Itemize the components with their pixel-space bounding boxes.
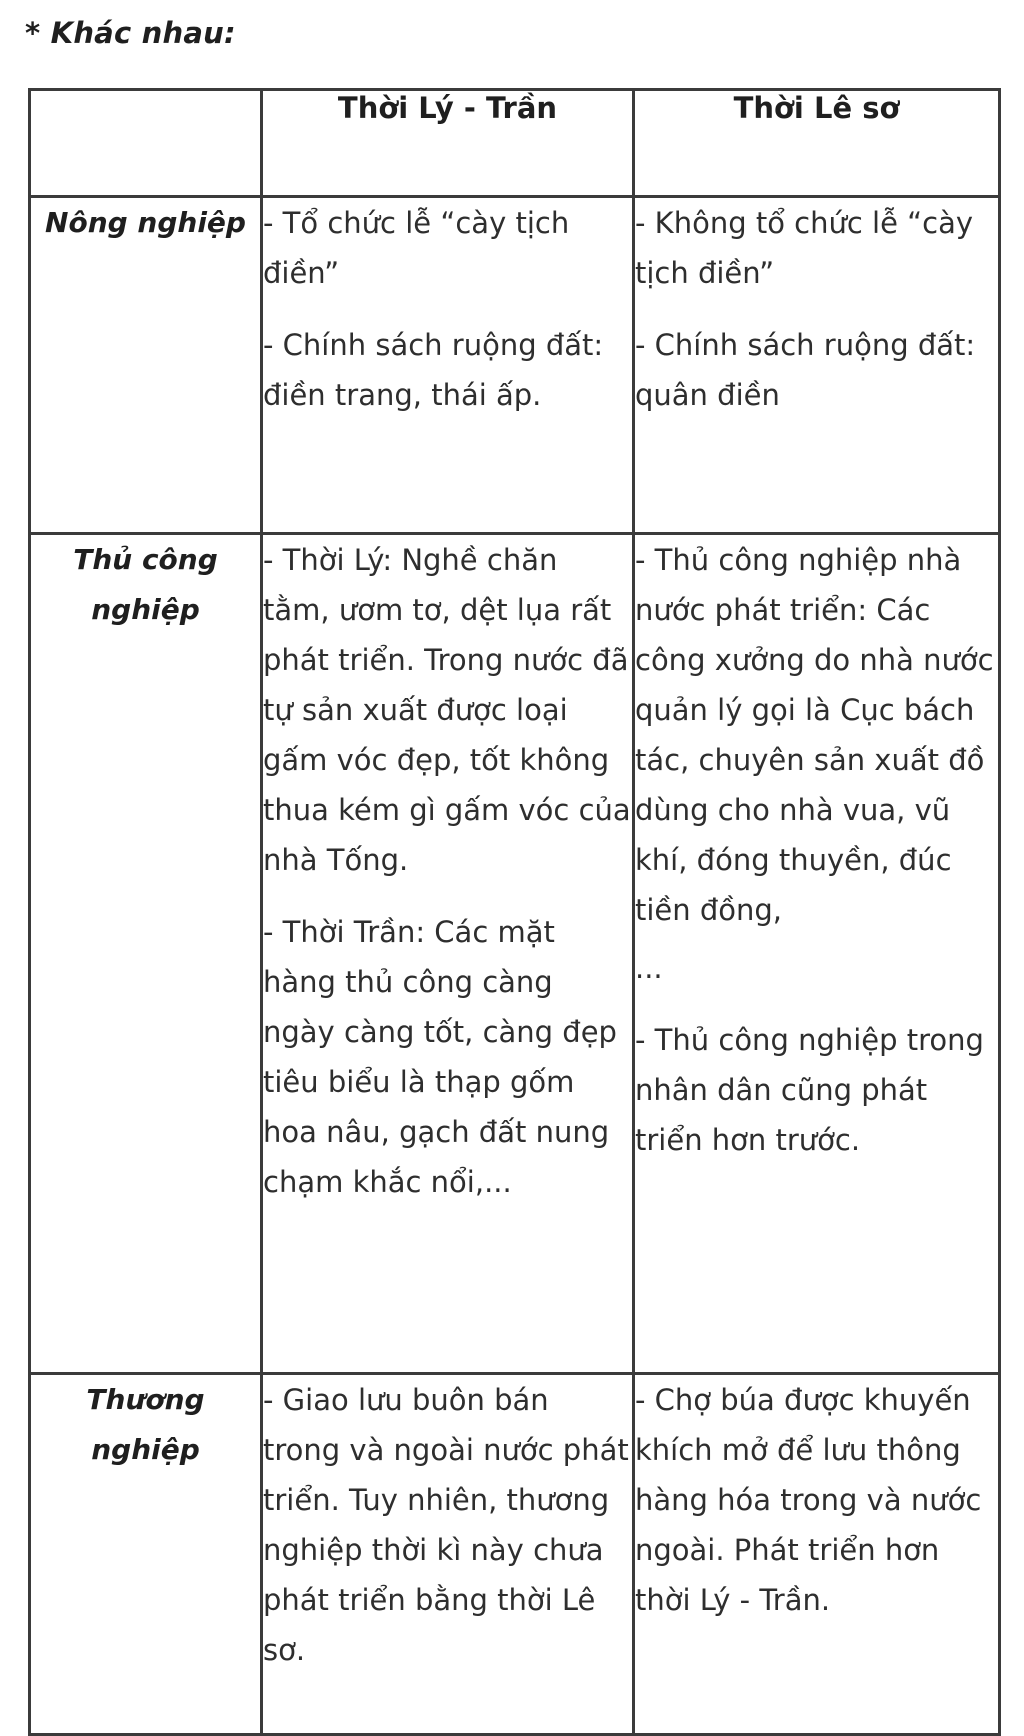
row-label-thuong-nghiep: Thương nghiệp: [30, 1374, 262, 1735]
cell-paragraph: - Chợ búa được khuyến khích mở để lưu thông hàng hóa trong và nước ngoài. Phát triển hơn thời Lý - Trần.: [635, 1383, 982, 1617]
cell-paragraph: - Thời Trần: Các mặt hàng thủ công càng ngày càng tốt, càng đẹp tiêu biểu là thạp gốm hoa nâu, gạch đất nung chạm khắc nổi,...: [263, 915, 617, 1199]
cell-paragraph: - Thời Lý: Nghề chăn tằm, ươm tơ, dệt lụa rất phát triển. Trong nước đã tự sản xuất được loại gấm vóc đẹp, tốt không thua kém gì gấm vóc của nhà Tống.: [263, 543, 631, 877]
cell-ly-tran: [262, 1374, 634, 1735]
header-le-so: Thời Lê sơ: [634, 90, 1000, 197]
cell-paragraph: - Giao lưu buôn bán trong và ngoài nước phát triển. Tuy nhiên, thương nghiệp thời kì này chưa phát triển bằng thời Lê sơ.: [263, 1383, 629, 1667]
cell-paragraph: - Thủ công nghiệp nhà nước phát triển: Các công xưởng do nhà nước quản lý gọi là Cục bách tác, chuyên sản xuất đồ dùng cho nhà vua, vũ khí, đóng thuyền, đúc tiền đồng,: [635, 543, 994, 927]
table-row: [30, 534, 1000, 1374]
cell-paragraph: - Tổ chức lễ “cày tịch điền”: [263, 206, 570, 290]
cell-paragraph: - Không tổ chức lễ “cày tịch điền”: [635, 206, 974, 290]
row-label-thu-cong-nghiep: Thủ công nghiệp: [30, 534, 262, 1374]
section-heading: * Khác nhau:: [25, 16, 236, 50]
table-row: [30, 1374, 1000, 1735]
cell-ly-tran: [262, 197, 634, 534]
header-cell-empty: [30, 90, 262, 197]
row-label-nong-nghiep: Nông nghiệp: [30, 197, 262, 534]
cell-le-so: [634, 534, 1000, 1374]
table-header-row: [30, 90, 1000, 197]
cell-paragraph: - Chính sách ruộng đất: điền trang, thái ấp.: [263, 328, 604, 412]
comparison-table: [28, 88, 1001, 1736]
cell-ly-tran: [262, 534, 634, 1374]
cell-paragraph: - Thủ công nghiệp trong nhân dân cũng phát triển hơn trước.: [635, 1023, 984, 1157]
cell-le-so: [634, 1374, 1000, 1735]
cell-le-so: [634, 197, 1000, 534]
cell-paragraph: ...: [635, 951, 663, 985]
cell-paragraph: - Chính sách ruộng đất: quân điền: [635, 328, 976, 412]
table-row: [30, 197, 1000, 534]
header-ly-tran: Thời Lý - Trần: [262, 90, 634, 197]
